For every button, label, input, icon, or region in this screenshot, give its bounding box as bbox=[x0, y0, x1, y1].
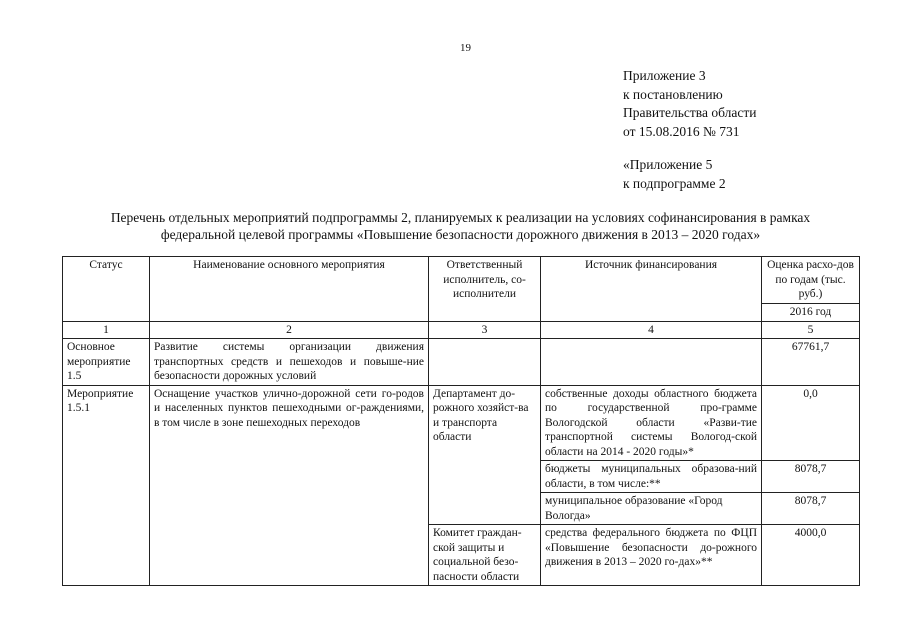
header-year: 2016 год bbox=[762, 304, 860, 322]
header-estimate: Оценка расхо-дов по годам (тыс. руб.) bbox=[762, 257, 860, 304]
table-header-row bbox=[63, 257, 860, 304]
funding-value: 4000,0 bbox=[762, 525, 860, 586]
table-row bbox=[63, 385, 860, 461]
funding-source: средства федерального бюджета по ФЦП «Повышение безопасности до-рожного движения в 2013 – 2020 го-дах»** bbox=[541, 525, 762, 586]
header-responsible: Ответственный исполнитель, со-исполнители bbox=[429, 257, 541, 322]
appendix-line: Правительства области bbox=[623, 105, 757, 120]
main-event-value: 67761,7 bbox=[762, 339, 860, 386]
funding-source: бюджеты муниципальных образова-ний области, в том числе:** bbox=[541, 461, 762, 493]
event-co-responsible: Комитет граждан-ской защиты и социальной безо-пасности области bbox=[429, 525, 541, 586]
document-title bbox=[62, 209, 859, 243]
activities-table bbox=[62, 256, 860, 586]
column-number: 1 bbox=[63, 321, 150, 339]
funding-source: муниципальное образование «Город Вологда» bbox=[541, 493, 762, 525]
document-title-line: Перечень отдельных мероприятий подпрограммы 2, планируемых к реализации на условиях софинансирования в рамках bbox=[110, 210, 811, 225]
document-title-line: федеральной целевой программы «Повышение безопасности дорожного движения в 2013 – 2020 годах» bbox=[160, 227, 761, 242]
header-source: Источник финансирования bbox=[541, 257, 762, 322]
funding-value: 0,0 bbox=[762, 385, 860, 461]
header-name: Наименование основного мероприятия bbox=[150, 257, 429, 322]
funding-source: собственные доходы областного бюджета по государственной про-грамме Вологодской области «Разви-тие транспортной системы Вологод-ской области на 2014 - 2020 годы»* bbox=[541, 385, 762, 461]
appendix-block bbox=[623, 67, 756, 141]
column-number: 4 bbox=[541, 321, 762, 339]
appendix-line: к постановлению bbox=[623, 86, 723, 102]
table-row bbox=[63, 339, 860, 386]
appendix-line: Приложение 3 bbox=[623, 68, 706, 83]
column-number: 2 bbox=[150, 321, 429, 339]
appendix-sub-line: «Приложение 5 bbox=[623, 157, 713, 172]
appendix-sub-line: к подпрограмме 2 bbox=[623, 175, 726, 191]
column-number: 3 bbox=[429, 321, 541, 339]
appendix-sub-block bbox=[623, 156, 726, 193]
event-responsible: Департамент до-рожного хозяйст-ва и транспорта области bbox=[429, 385, 541, 525]
main-event-responsible bbox=[429, 339, 541, 386]
main-event-source bbox=[541, 339, 762, 386]
column-number: 5 bbox=[762, 321, 860, 339]
appendix-line: от 15.08.2016 № 731 bbox=[623, 123, 740, 139]
header-status: Статус bbox=[63, 257, 150, 322]
main-event-status: Основное мероприятие 1.5 bbox=[63, 339, 150, 386]
event-name: Оснащение участков улично-дорожной сети го-родов и населенных пунктов пешеходными ог-раждениями, в том числе в зоне пешеходных переходов bbox=[150, 385, 429, 586]
funding-value: 8078,7 bbox=[762, 493, 860, 525]
column-number-row bbox=[63, 321, 860, 339]
event-status: Мероприятие 1.5.1 bbox=[63, 385, 150, 586]
page-number: 19 bbox=[460, 42, 471, 54]
main-event-name: Развитие системы организации движения транспортных средств и пешеходов и повыше-ние безопасности дорожных условий bbox=[150, 339, 429, 386]
funding-value: 8078,7 bbox=[762, 461, 860, 493]
